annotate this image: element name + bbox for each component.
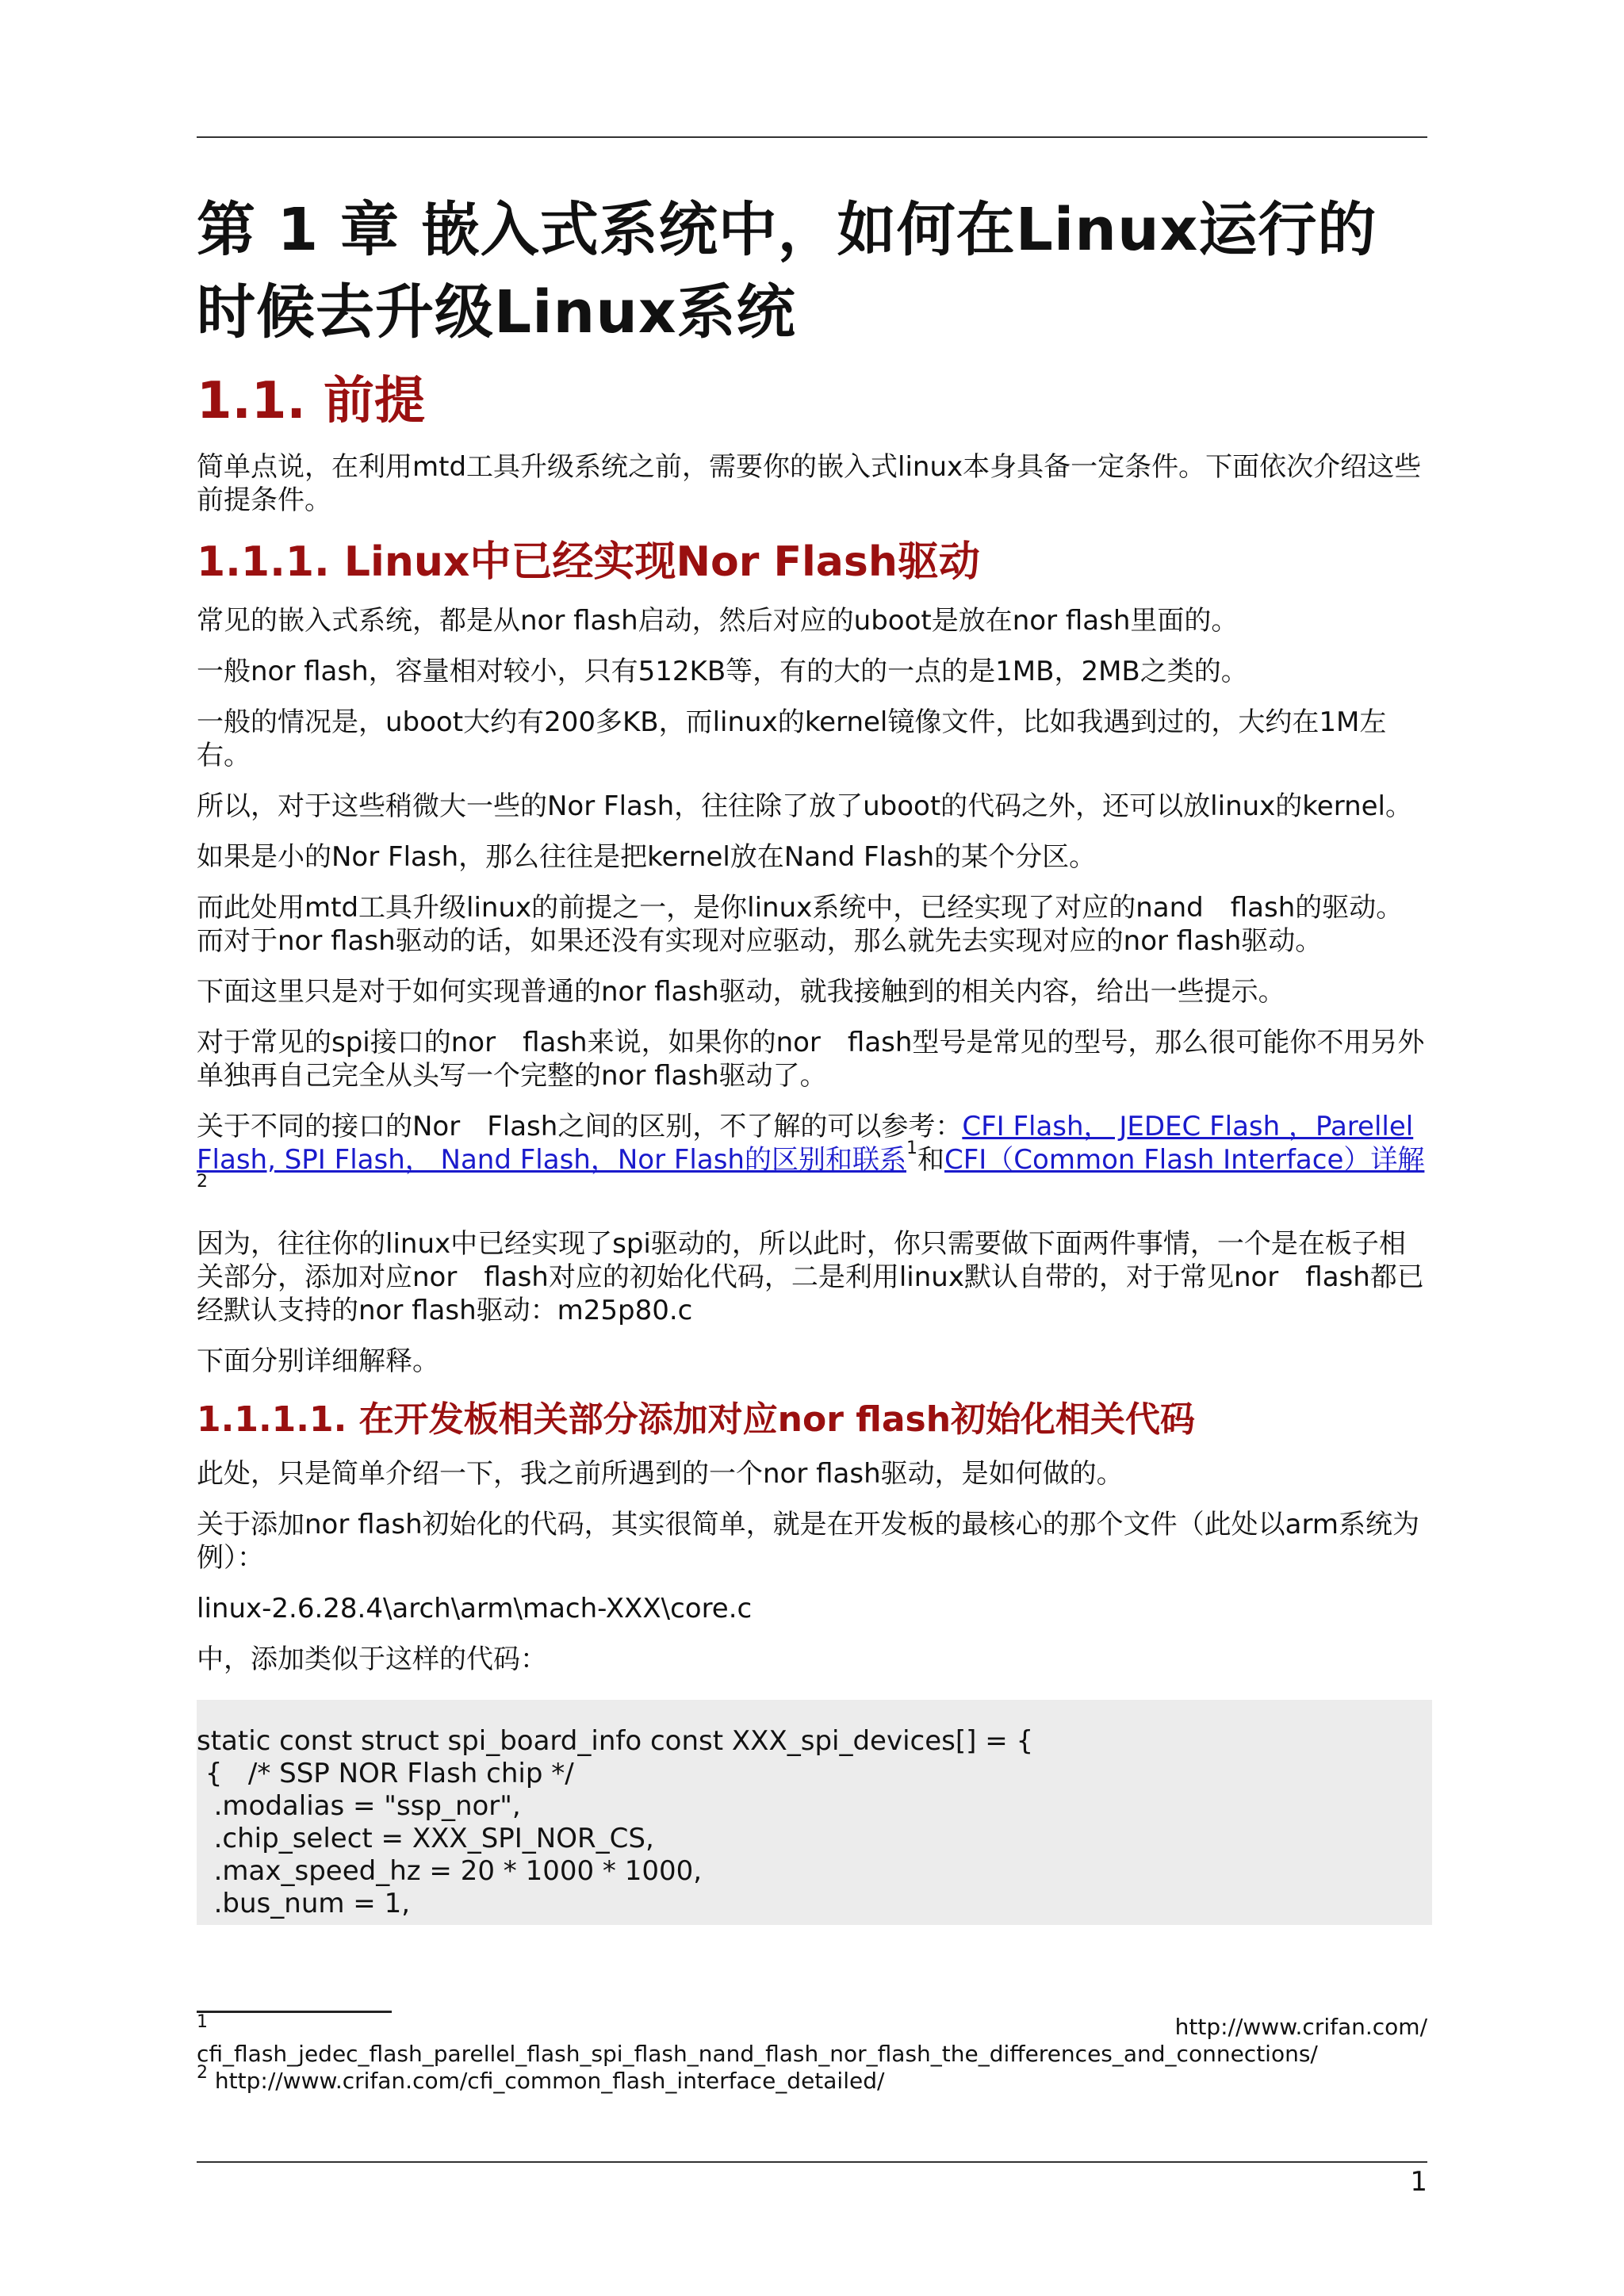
code-line: .chip_select = XXX_SPI_NOR_CS, [197, 1823, 654, 1854]
cfi-detail-link[interactable]: CFI（Common Flash Interface）详解 [944, 1144, 1425, 1176]
paragraph: 此处，只是简单介绍一下，我之前所遇到的一个nor flash驱动，是如何做的。 [197, 1458, 1124, 1490]
footnote-2-url[interactable]: http://www.crifan.com/cfi_common_flash_interface_detailed/ [214, 2068, 885, 2094]
paragraph: 而此处用mtd工具升级linux的前提之一，是你linux系统中，已经实现了对应的nand flash的驱动。而对于nor flash驱动的话，如果还没有实现对应驱动，那么就先去实现对应的nor flash驱动。 [197, 892, 1404, 957]
footnote-2-mark: 2 [197, 2063, 208, 2083]
paragraph: 因为，往往你的linux中已经实现了spi驱动的，所以此时，你只需要做下面两件事情，一个是在板子相关部分，添加对应nor flash对应的初始化代码，二是利用linux默认自带的，对于常见nor flash都已经默认支持的nor flash驱动：m25p80.c [197, 1228, 1424, 1326]
paragraph: 一般nor flash，容量相对较小，只有512KB等，有的大的一点的是1MB，2MB之类的。 [197, 656, 1248, 687]
code-line: static const struct spi_board_info const XXX_spi_devices[] = { [197, 1725, 1034, 1757]
footnote-1-mark: 1 [197, 2012, 208, 2032]
file-path: linux-2.6.28.4\arch\arm\mach-XXX\core.c [197, 1593, 753, 1624]
footnote-2 [197, 2063, 1427, 2095]
flash-differences-link[interactable]: CFI Flash， JEDEC Flash ，Parellel Flash, SPI Flash， Nand Flash，Nor Flash的区别和联系 [197, 1111, 1414, 1176]
reference-middle: 和 [917, 1144, 944, 1176]
section-heading-1-1: 1.1. 前提 [197, 372, 425, 430]
footnote-ref-1[interactable]: 1 [906, 1138, 917, 1158]
reference-prefix: 关于不同的接口的Nor Flash之间的区别，不了解的可以参考： [197, 1111, 963, 1142]
code-line: { /* SSP NOR Flash chip */ [197, 1758, 574, 1789]
footnote-separator [197, 2011, 392, 2013]
page-content [197, 189, 1427, 1925]
paragraph: 如果是小的Nor Flash，那么往往是把kernel放在Nand Flash的某个分区。 [197, 841, 1097, 873]
paragraph: 对于常见的spi接口的nor flash来说，如果你的nor flash型号是常见的型号，那么很可能你不用另外单独再自己完全从头写一个完整的nor flash驱动了。 [197, 1027, 1425, 1092]
footnote-1 [197, 2014, 1427, 2041]
footnote-1-url-end[interactable]: cfi_flash_jedec_flash_parellel_flash_spi_flash_nand_flash_nor_flash_the_differences_and_connections/ [197, 2041, 1318, 2067]
footnote-ref-2[interactable]: 2 [197, 1172, 208, 1192]
chapter-title: 第 1 章 嵌入式系统中，如何在Linux运行的时候去升级Linux系统 [197, 196, 1377, 346]
section-heading-1-1-1-1: 1.1.1.1. 在开发板相关部分添加对应nor flash初始化相关代码 [197, 1399, 1196, 1440]
footnotes [197, 2014, 1427, 2095]
header-rule [197, 136, 1427, 138]
paragraph: 常见的嵌入式系统，都是从nor flash启动，然后对应的uboot是放在nor flash里面的。 [197, 605, 1239, 637]
code-line: .bus_num = 1, [197, 1888, 411, 1919]
paragraph: 所以，对于这些稍微大一些的Nor Flash，往往除了放了uboot的代码之外，还可以放linux的kernel。 [197, 790, 1412, 822]
reference-paragraph [197, 1110, 1427, 1210]
paragraph: 关于添加nor flash初始化的代码，其实很简单，就是在开发板的最核心的那个文件（此处以arm系统为例）： [197, 1509, 1419, 1574]
section-intro: 简单点说，在利用mtd工具升级系统之前，需要你的嵌入式linux本身具备一定条件。下面依次介绍这些前提条件。 [197, 451, 1422, 516]
code-line: .modalias = "ssp_nor", [197, 1790, 521, 1822]
page-number: 1 [1410, 2166, 1427, 2198]
paragraph: 中，添加类似于这样的代码： [197, 1644, 547, 1675]
code-block [197, 1700, 1432, 1925]
footnote-1-url-start[interactable]: http://www.crifan.com/ [1174, 2014, 1427, 2040]
paragraph: 下面这里只是对于如何实现普通的nor flash驱动，就我接触到的相关内容，给出一些提示。 [197, 976, 1285, 1008]
footer-rule [197, 2161, 1427, 2163]
paragraph: 下面分别详细解释。 [197, 1345, 439, 1377]
code-line: .max_speed_hz = 20 * 1000 * 1000, [197, 1855, 703, 1887]
section-heading-1-1-1: 1.1.1. Linux中已经实现Nor Flash驱动 [197, 538, 980, 586]
paragraph: 一般的情况是，uboot大约有200多KB，而linux的kernel镜像文件，比如我遇到过的，大约在1M左右。 [197, 706, 1387, 771]
